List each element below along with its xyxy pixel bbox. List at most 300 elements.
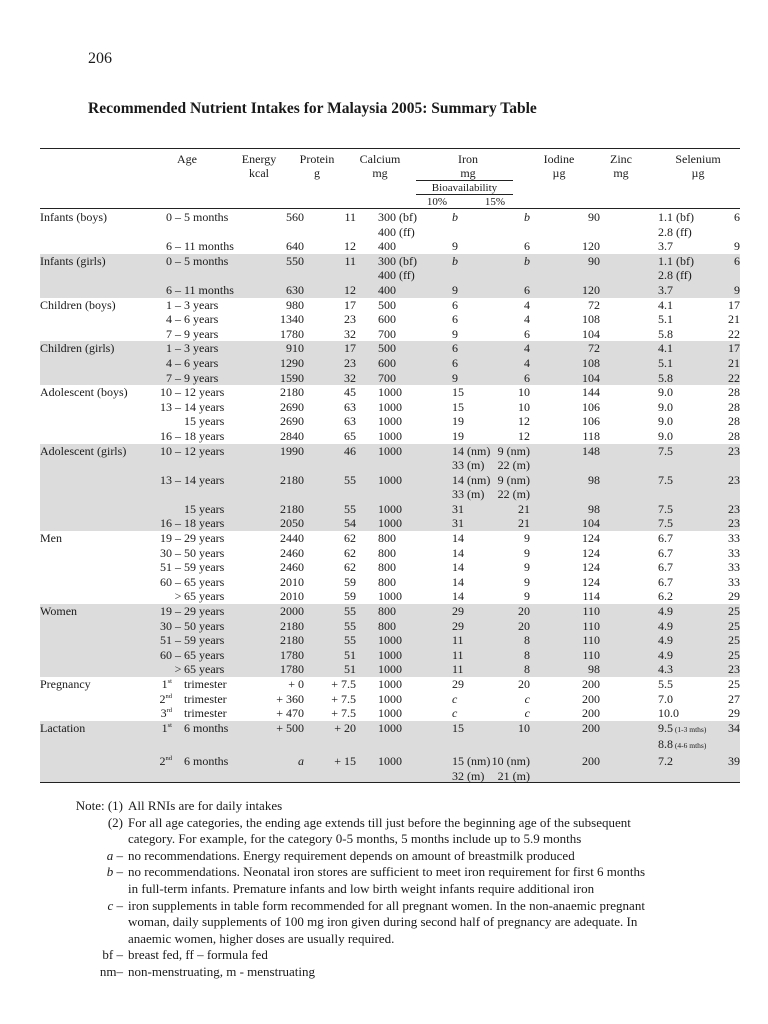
spacer — [438, 516, 452, 531]
selenium-value: 28 — [728, 428, 740, 443]
calcium-value: 1000 — [378, 473, 438, 502]
iron-10-value: 11 — [452, 648, 490, 663]
spacer — [356, 604, 378, 619]
energy-value: 2180 — [280, 385, 304, 400]
age-range: 3 years — [184, 341, 264, 356]
selenium-value: 21 — [718, 356, 740, 371]
selenium-value: 23 — [718, 502, 740, 517]
iodine-value: 200 — [582, 677, 600, 691]
header-iodine: Iodine µg — [543, 152, 575, 180]
age-separator: > — [172, 662, 184, 677]
spacer — [356, 312, 378, 327]
iron-10-value: 31 — [452, 516, 490, 531]
iron-header-rule — [416, 180, 513, 181]
selenium-value: 22 — [718, 371, 740, 386]
age-separator: – — [175, 574, 181, 589]
page-number: 206 — [88, 50, 112, 67]
table-row — [40, 429, 740, 444]
energy-value: 1780 — [264, 662, 304, 677]
iodine-value: 110 — [530, 619, 600, 634]
iron-10-value: 14 (nm) 33 (m) — [452, 443, 491, 473]
iodine-value: 106 — [582, 399, 600, 414]
spacer — [356, 239, 378, 254]
protein-value: 55 — [304, 619, 356, 634]
calcium-value: 1000 — [378, 706, 402, 721]
table-row — [40, 560, 740, 575]
age-range: 14 years — [184, 473, 264, 502]
protein-value: 17 — [304, 341, 356, 356]
table-row — [40, 254, 740, 283]
zinc-value: 9.0 — [658, 385, 673, 400]
zinc-value: 4.3 — [658, 662, 718, 677]
age-separator: – — [172, 444, 184, 473]
iodine-value: 200 — [582, 706, 600, 721]
selenium-value: 6 — [718, 254, 740, 283]
selenium-value: 21 — [728, 312, 740, 327]
note-item — [40, 798, 760, 815]
spacer — [438, 589, 452, 604]
spacer — [438, 546, 452, 561]
spacer — [356, 560, 378, 575]
iron-15-value: 6 — [490, 371, 530, 386]
spacer — [600, 312, 658, 327]
spacer — [438, 721, 452, 754]
iron-15-value: 10 (nm) 21 (m) — [491, 753, 530, 783]
energy-value: 2440 — [280, 531, 304, 546]
note-label: (2) — [107, 814, 123, 830]
protein-value: 65 — [344, 428, 356, 443]
zinc-value: 7.5 — [658, 502, 718, 517]
age-range: trimester — [184, 691, 227, 706]
calcium-value: 1000 — [378, 589, 402, 604]
protein-value: 23 — [304, 356, 356, 371]
spacer — [356, 356, 378, 371]
table-group — [40, 298, 740, 342]
selenium-value: 39 — [718, 754, 740, 783]
spacer — [438, 677, 452, 692]
selenium-value: 33 — [728, 560, 740, 575]
age-range: 9 years — [184, 371, 264, 386]
header-bottom-rule — [40, 208, 740, 209]
age-start: 3rd — [160, 706, 172, 721]
selenium-value: 28 — [728, 399, 740, 414]
spacer — [356, 662, 378, 677]
energy-value: 640 — [286, 239, 304, 254]
age-separator: – — [175, 399, 181, 414]
nutrient-table — [40, 210, 740, 783]
table-row — [40, 414, 740, 429]
protein-value: 23 — [344, 312, 356, 327]
spacer — [438, 254, 452, 283]
note-item — [40, 964, 760, 981]
note-label: a – — [106, 847, 123, 863]
notes-section — [40, 798, 760, 981]
iron-15-value: 10 — [518, 399, 530, 414]
iron-10-value: 9 — [452, 283, 490, 298]
age-start: 6 — [130, 283, 172, 298]
table-row — [40, 341, 740, 356]
iron-15-value: 6 — [490, 283, 530, 298]
iron-15-value: 12 — [518, 414, 530, 429]
iron-10-value: 15 — [452, 385, 464, 400]
header-iron-15: 15% — [484, 196, 506, 208]
age-separator — [172, 692, 184, 707]
iron-10-value: 14 (nm) 33 (m) — [452, 472, 491, 502]
header-iron-10: 10% — [426, 196, 448, 208]
energy-value: 1990 — [264, 444, 304, 473]
iron-10-value: 29 — [452, 619, 490, 634]
calcium-value: 700 — [378, 326, 396, 341]
iodine-value: 98 — [530, 662, 600, 677]
spacer — [600, 356, 658, 371]
age-separator — [172, 677, 184, 692]
iron-15-value: 4 — [490, 341, 530, 356]
spacer — [356, 677, 378, 692]
spacer — [356, 754, 378, 783]
protein-value: 46 — [304, 444, 356, 473]
zinc-value: 5.1 — [658, 312, 673, 327]
spacer — [438, 662, 452, 677]
protein-value: 63 — [344, 399, 356, 414]
energy-value: 2180 — [264, 633, 304, 648]
iodine-value: 108 — [582, 312, 600, 327]
zinc-value: 3.7 — [658, 239, 673, 254]
age-start — [130, 589, 172, 604]
age-range: 18 years — [184, 428, 225, 443]
zinc-value: 3.7 — [658, 283, 718, 298]
iron-15-value: 8 — [490, 633, 530, 648]
table-group — [40, 341, 740, 385]
age-start: 4 — [166, 312, 172, 327]
spacer — [600, 754, 658, 783]
zinc-value: 7.5 — [658, 516, 718, 531]
age-separator: – — [172, 473, 184, 502]
energy-value: 2690 — [280, 414, 304, 429]
spacer — [438, 429, 452, 444]
zinc-value: 5.8 — [658, 326, 673, 341]
group-label: Infants (girls) — [40, 254, 130, 298]
protein-value: + 7.5 — [331, 677, 356, 691]
iron-15-value: b — [490, 254, 530, 283]
spacer — [600, 429, 658, 444]
iodine-value: 108 — [530, 356, 600, 371]
header-selenium: Selenium µg — [675, 152, 721, 180]
energy-value: 2010 — [280, 574, 304, 589]
age-range: 11 months — [184, 239, 234, 254]
age-range: 29 years — [184, 531, 225, 546]
iron-10-value: 29 — [452, 677, 464, 691]
iodine-value: 120 — [582, 239, 600, 254]
spacer — [600, 400, 658, 415]
selenium-value: 17 — [728, 297, 740, 312]
zinc-value: 4.1 — [658, 297, 673, 312]
iron-15-value: 4 — [524, 312, 530, 327]
age-start: 60 — [160, 574, 172, 589]
age-range: 3 years — [184, 297, 219, 312]
age-range: 5 months — [184, 254, 264, 283]
protein-value: 55 — [304, 633, 356, 648]
note-item — [40, 947, 760, 964]
iron-15-value: 9 — [524, 589, 530, 604]
iodine-value: 124 — [582, 560, 600, 575]
iron-15-value: 10 — [518, 385, 530, 400]
spacer — [600, 604, 658, 619]
table-group — [40, 721, 740, 783]
table-row — [40, 648, 740, 663]
protein-value: 55 — [304, 604, 356, 619]
spacer — [600, 444, 658, 473]
spacer — [600, 662, 658, 677]
calcium-value: 1000 — [378, 399, 402, 414]
table-row — [40, 662, 740, 677]
age-start: 6 — [166, 239, 172, 254]
header-zinc: Zinc mg — [610, 152, 632, 180]
iron-15-value: c — [524, 706, 530, 721]
selenium-value: 33 — [728, 574, 740, 589]
age-start: 19 — [130, 604, 172, 619]
age-start: 16 — [160, 428, 172, 443]
iron-10-value: 19 — [452, 428, 464, 443]
protein-value: 45 — [344, 385, 356, 400]
table-row — [40, 721, 740, 754]
age-separator: – — [175, 239, 181, 254]
age-range: trimester — [184, 706, 227, 721]
energy-value: 2050 — [264, 516, 304, 531]
spacer — [438, 633, 452, 648]
age-separator: – — [172, 619, 184, 634]
protein-value: 32 — [304, 371, 356, 386]
note-item — [40, 815, 760, 848]
age-start: 2nd — [159, 691, 172, 706]
spacer — [356, 414, 378, 429]
age-range: 6 years — [184, 312, 219, 327]
iron-10-value: b — [452, 254, 490, 283]
spacer — [600, 239, 658, 254]
calcium-value: 1000 — [378, 414, 402, 429]
zinc-value: 1.1 (bf) 2.8 (ff) — [658, 254, 718, 283]
table-row — [40, 546, 740, 561]
iron-10-value: 14 — [452, 545, 464, 560]
protein-value: 59 — [344, 574, 356, 589]
iron-10-value: 14 — [452, 589, 464, 604]
iron-10-value: 6 — [452, 341, 490, 356]
age-range: 59 years — [184, 560, 225, 575]
protein-value: 12 — [344, 239, 356, 254]
zinc-value: 4.9 — [658, 633, 718, 648]
age-separator: – — [175, 385, 181, 400]
age-separator — [172, 721, 184, 754]
spacer — [600, 254, 658, 283]
age-range: 15 years — [184, 502, 264, 517]
spacer — [600, 502, 658, 517]
iodine-value: 144 — [582, 385, 600, 400]
spacer — [600, 692, 658, 707]
group-label: Infants (boys) — [40, 210, 107, 224]
spacer — [438, 444, 452, 473]
energy-value: 980 — [286, 297, 304, 312]
age-range: 65 years — [184, 648, 264, 663]
selenium-value: 23 — [718, 473, 740, 502]
spacer — [600, 531, 658, 546]
header-age: Age — [177, 152, 197, 166]
age-separator: – — [175, 297, 181, 312]
iodine-value: 114 — [582, 589, 600, 604]
spacer — [356, 721, 378, 754]
spacer — [438, 502, 452, 517]
group-label: Men — [40, 531, 62, 546]
calcium-value: 1000 — [378, 444, 438, 473]
age-range: 65 years — [184, 574, 225, 589]
note-text: no recommendations. Neonatal iron stores are sufficient to meet iron requirement for first 6 months in full-term infants. Premature infants and low birth weight infants require additional iron — [128, 864, 646, 896]
selenium-value: 23 — [718, 516, 740, 531]
calcium-value: 800 — [378, 531, 396, 546]
spacer — [600, 341, 658, 356]
spacer — [438, 298, 452, 313]
calcium-value: 1000 — [378, 502, 438, 517]
table-group — [40, 254, 740, 298]
energy-value: 2460 — [280, 545, 304, 560]
calcium-value: 300 (bf) 400 (ff) — [378, 210, 417, 239]
energy-value: 2000 — [264, 604, 304, 619]
iron-10-value: 6 — [452, 356, 490, 371]
iodine-value: 110 — [530, 633, 600, 648]
zinc-value: 7.0 — [658, 691, 673, 706]
iron-10-value: 19 — [452, 414, 464, 429]
spacer — [600, 283, 658, 298]
age-start: 16 — [130, 516, 172, 531]
zinc-value: 5.8 — [658, 371, 718, 386]
group-label: Adolescent (girls) — [40, 444, 130, 532]
iron-15-value: 20 — [490, 619, 530, 634]
header-protein: Protein g — [299, 152, 335, 180]
iron-15-value: 9 — [524, 560, 530, 575]
iodine-value: 98 — [530, 473, 600, 502]
age-separator — [172, 502, 184, 517]
age-start — [130, 502, 172, 517]
age-start: 4 — [130, 356, 172, 371]
calcium-value: 800 — [378, 619, 438, 634]
table-group — [40, 385, 740, 443]
calcium-value: 1000 — [378, 516, 438, 531]
calcium-value: 800 — [378, 574, 396, 589]
group-label: Pregnancy — [40, 677, 91, 691]
energy-value: 2010 — [280, 589, 304, 604]
calcium-value: 1000 — [378, 677, 402, 691]
age-range: 6 years — [184, 356, 264, 371]
zinc-value: 6.7 — [658, 574, 673, 589]
spacer — [600, 560, 658, 575]
calcium-value: 500 — [378, 297, 396, 312]
iron-15-value: c — [524, 691, 530, 706]
spacer — [438, 473, 452, 502]
age-start: 19 — [160, 531, 172, 546]
zinc-value: 7.2 — [658, 754, 718, 783]
zinc-age-note: (1-3 mths) — [673, 724, 707, 734]
note-text: iron supplements in table form recommended for all pregnant women. In the non-anaemic pregnant woman, daily supplements of 100 mg iron given during second half of pregnancy are adequate. In anaemic women, higher doses are usually required. — [128, 897, 645, 946]
selenium-value: 25 — [718, 619, 740, 634]
calcium-value: 1000 — [378, 662, 438, 677]
table-row — [40, 298, 740, 313]
energy-value: a — [264, 754, 304, 783]
spacer — [438, 239, 452, 254]
calcium-value: 800 — [378, 604, 438, 619]
protein-value: 11 — [344, 210, 356, 224]
selenium-value: 25 — [728, 677, 740, 691]
energy-value: 2180 — [264, 619, 304, 634]
energy-value: 1780 — [264, 648, 304, 663]
age-range: 29 years — [184, 604, 264, 619]
table-group — [40, 604, 740, 677]
note-item — [40, 848, 760, 865]
header-iron: Iron mg — [458, 152, 478, 180]
age-start: 10 — [130, 444, 172, 473]
selenium-value: 22 — [728, 326, 740, 341]
age-start: 51 — [130, 633, 172, 648]
selenium-value: 23 — [718, 444, 740, 473]
spacer — [438, 341, 452, 356]
iodine-value: 90 — [530, 254, 600, 283]
zinc-value: 4.9 — [658, 619, 718, 634]
bioavailability-rule — [416, 194, 513, 195]
selenium-value: 33 — [728, 545, 740, 560]
age-range: 65 years — [184, 662, 264, 677]
calcium-value: 600 — [378, 312, 396, 327]
iron-15-value: 6 — [524, 239, 530, 254]
iron-15-value: 21 — [490, 516, 530, 531]
protein-value: 62 — [344, 545, 356, 560]
iron-10-value: 9 — [452, 239, 458, 254]
age-separator: – — [172, 341, 184, 356]
age-range: 65 years — [184, 589, 225, 604]
iron-15-value: 9 (nm) 22 (m) — [490, 444, 530, 473]
spacer — [356, 546, 378, 561]
selenium-value: 23 — [718, 662, 740, 677]
protein-value: 32 — [344, 326, 356, 341]
spacer — [600, 414, 658, 429]
age-start: 1st — [130, 721, 172, 754]
spacer — [438, 414, 452, 429]
calcium-value: 700 — [378, 371, 438, 386]
iron-10-value: 15 (nm) 32 (m) — [452, 753, 491, 783]
spacer — [600, 575, 658, 590]
energy-value: 630 — [264, 283, 304, 298]
group-label: Children (boys) — [40, 297, 116, 312]
iodine-value: 106 — [582, 414, 600, 429]
iodine-value: 148 — [530, 444, 600, 473]
energy-value: 550 — [264, 254, 304, 283]
iron-15-value: 9 (nm) 22 (m) — [490, 473, 530, 502]
energy-value: 1340 — [280, 312, 304, 327]
age-range: 11 months — [184, 283, 264, 298]
spacer — [356, 648, 378, 663]
iodine-value: 90 — [588, 210, 600, 224]
energy-value: + 470 — [276, 706, 304, 721]
iodine-value: 200 — [582, 691, 600, 706]
table-group — [40, 210, 740, 254]
protein-value: 63 — [344, 414, 356, 429]
spacer — [438, 400, 452, 415]
iron-15-value: 4 — [490, 356, 530, 371]
spacer — [356, 327, 378, 342]
group-label: Children (girls) — [40, 341, 130, 385]
age-start: 0 — [130, 254, 172, 283]
iodine-value: 200 — [530, 754, 600, 783]
table-row — [40, 473, 740, 502]
energy-value: + 500 — [264, 721, 304, 754]
protein-value: 62 — [344, 531, 356, 546]
protein-value: + 15 — [304, 754, 356, 783]
age-separator: > — [174, 589, 182, 604]
